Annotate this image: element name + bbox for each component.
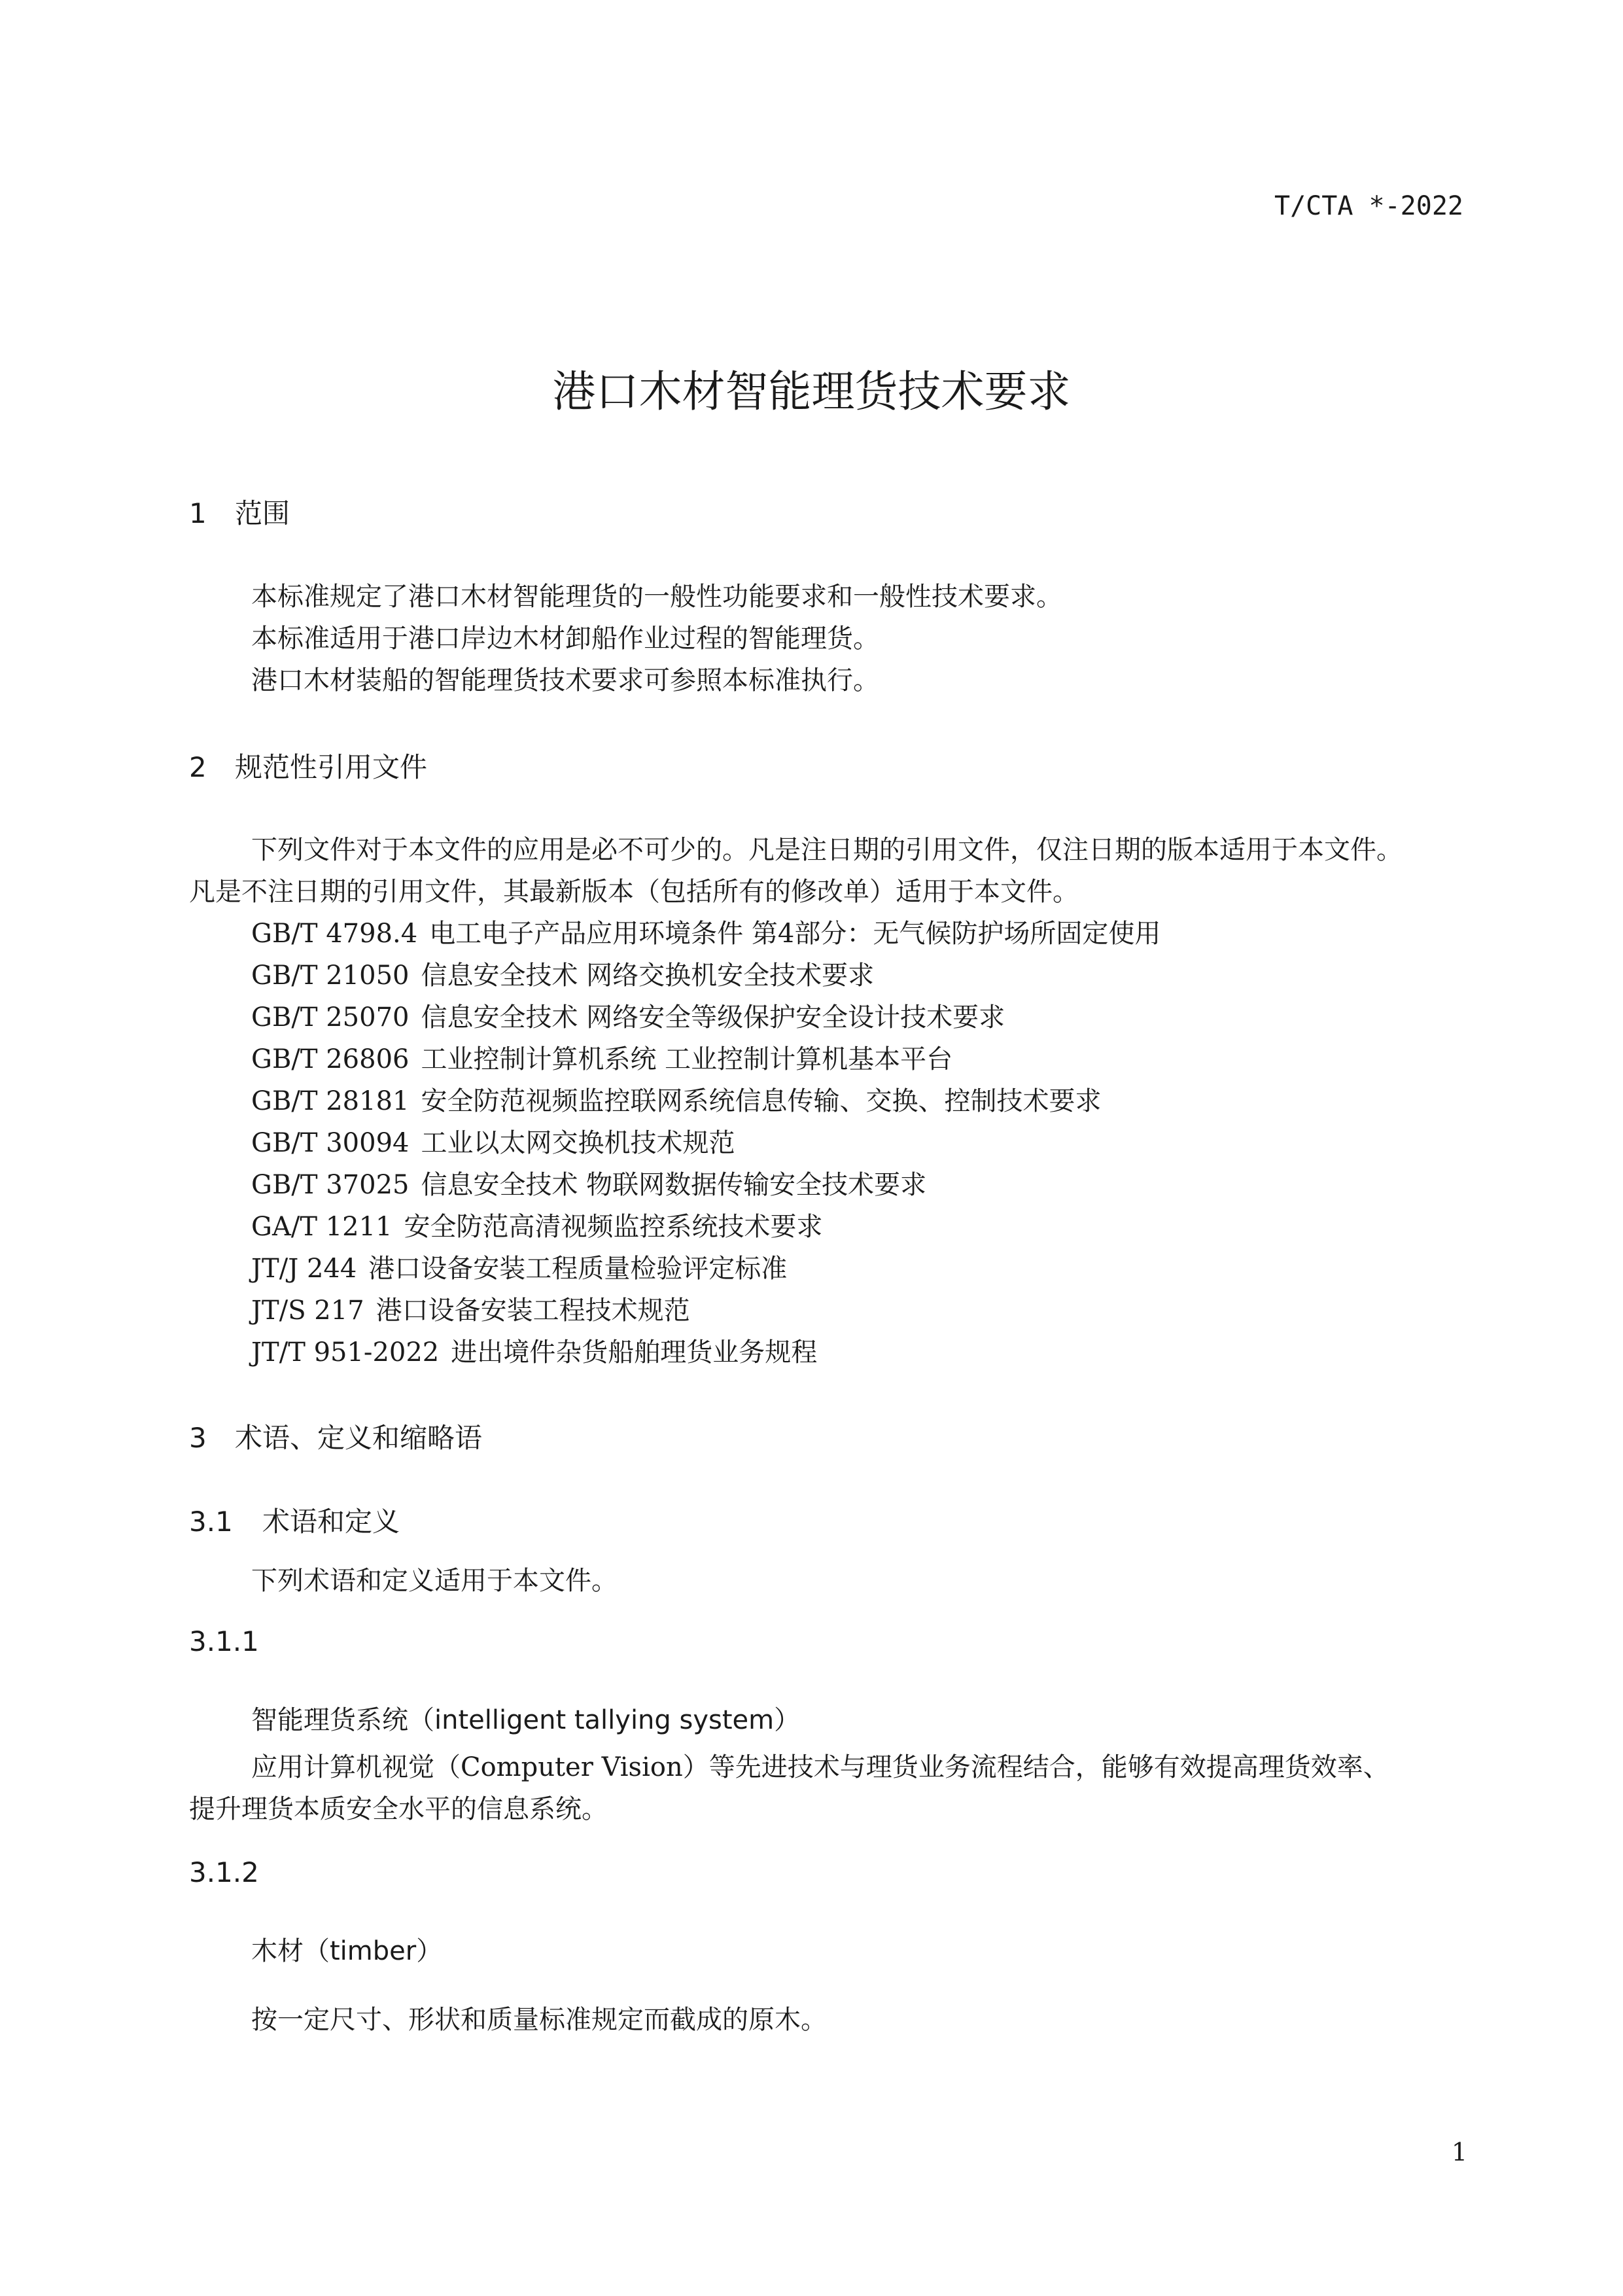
reference-code: GA/T 1211 [251,1212,393,1242]
term-title: 智能理货系统（intelligent tallying system） [251,1705,801,1735]
section-number: 1 [189,497,207,529]
section-title: 术语、定义和缩略语 [235,1422,483,1454]
reference-item [251,955,874,992]
reference-name: 电工电子产品应用环境条件 第4部分：无气候防护场所固定使用 [429,919,1161,949]
term-title: 木材（timber） [251,1936,443,1966]
reference-name: 安全防范视频监控联网系统信息传输、交换、控制技术要求 [421,1086,1102,1116]
term-number: 3.1.2 [189,1856,259,1888]
reference-code: GB/T 25070 [251,1002,410,1033]
reference-item [251,1038,952,1076]
reference-item [251,1206,823,1243]
reference-name: 进出境件杂货船舶理货业务规程 [451,1337,818,1368]
reference-code: GB/T 21050 [251,961,410,991]
section-title: 范围 [235,497,290,529]
reference-code: GB/T 30094 [251,1128,410,1158]
term-number: 3.1.1 [189,1625,259,1657]
reference-name: 安全防范高清视频监控系统技术要求 [404,1212,823,1242]
section-number: 2 [189,751,207,783]
paragraph: 本标准规定了港口木材智能理货的一般性功能要求和一般性技术要求。 [251,582,1062,612]
reference-code: GB/T 37025 [251,1170,410,1200]
reference-code: JT/J 244 [251,1254,357,1284]
document-title: 港口木材智能理货技术要求 [552,366,1071,417]
subsection-number: 3.1 [189,1506,233,1538]
reference-item [251,1290,690,1327]
paragraph: 港口木材装船的智能理货技术要求可参照本标准执行。 [251,665,879,696]
section-heading-normative-references [189,746,427,785]
document-code: T/CTA *-2022 [1274,191,1463,221]
section-title: 规范性引用文件 [235,751,428,783]
reference-item [251,1122,735,1159]
section-heading-terms [189,1417,482,1456]
reference-name: 工业以太网交换机技术规范 [421,1128,735,1158]
section-heading-scope [189,492,290,531]
reference-item [251,997,1005,1034]
reference-code: JT/S 217 [251,1296,364,1326]
reference-name: 港口设备安装工程技术规范 [375,1296,690,1326]
paragraph: 下列术语和定义适用于本文件。 [251,1566,618,1596]
term-definition-line: 应用计算机视觉（Computer Vision）等先进技术与理货业务流程结合，能够有效提高理货效率、 [251,1752,1389,1782]
reference-name: 信息安全技术 网络安全等级保护安全设计技术要求 [421,1002,1005,1033]
subsection-heading-terms-definitions [189,1500,400,1540]
section-number: 3 [189,1422,207,1454]
reference-name: 信息安全技术 物联网数据传输安全技术要求 [421,1170,927,1200]
reference-item [251,1248,787,1285]
reference-item [251,1164,926,1201]
reference-item [251,1080,1101,1118]
reference-item [251,1332,817,1369]
reference-code: JT/T 951-2022 [251,1337,440,1368]
reference-name: 工业控制计算机系统 工业控制计算机基本平台 [421,1044,953,1074]
reference-item [251,913,1161,950]
reference-name: 信息安全技术 网络交换机安全技术要求 [421,961,875,991]
paragraph: 本标准适用于港口岸边木材卸船作业过程的智能理货。 [251,624,879,654]
term-definition-line: 按一定尺寸、形状和质量标准规定而截成的原木。 [251,2005,827,2035]
paragraph-line: 下列文件对于本文件的应用是必不可少的。凡是注日期的引用文件，仅注日期的版本适用于本文件。 [251,835,1403,865]
page-number: 1 [1451,2138,1467,2166]
paragraph-line: 凡是不注日期的引用文件，其最新版本（包括所有的修改单）适用于本文件。 [189,877,1079,907]
subsection-title: 术语和定义 [262,1506,400,1538]
reference-code: GB/T 26806 [251,1044,410,1074]
reference-code: GB/T 28181 [251,1086,410,1116]
reference-name: 港口设备安装工程质量检验评定标准 [368,1254,788,1284]
term-definition-line: 提升理货本质安全水平的信息系统。 [189,1794,608,1824]
reference-code: GB/T 4798.4 [251,919,418,949]
